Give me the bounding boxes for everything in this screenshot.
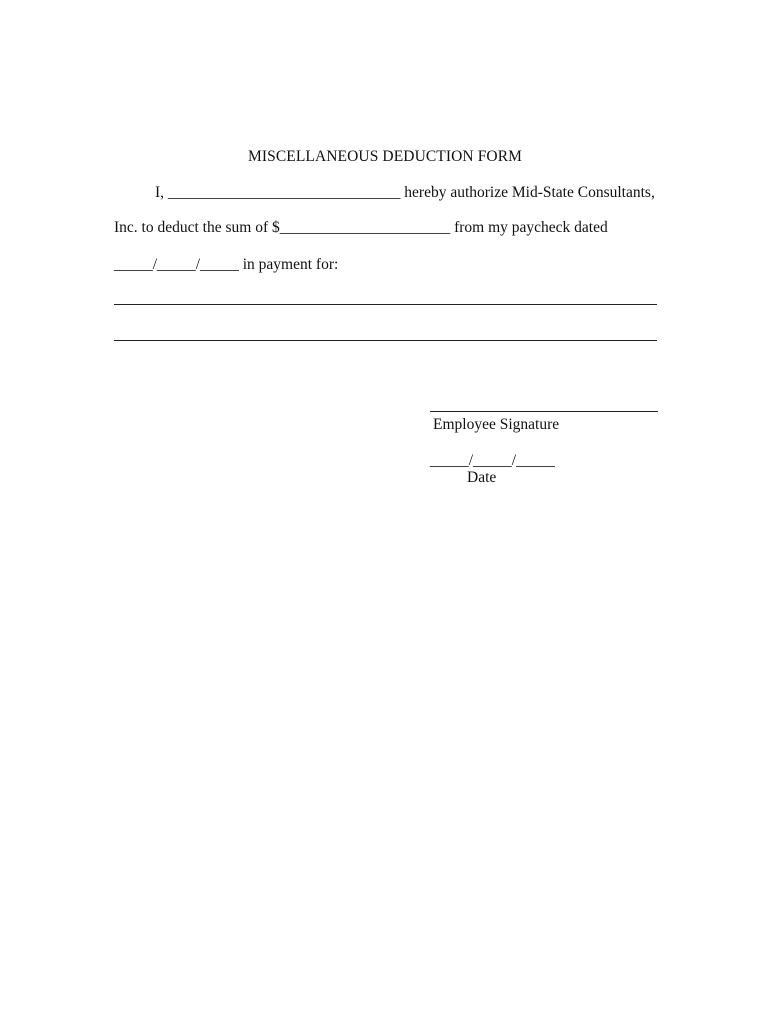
payment-reason-blank-1 <box>114 304 657 305</box>
signature-line <box>430 411 658 412</box>
date-blank: _____/_____/_____ <box>430 452 555 469</box>
date-label: Date <box>467 469 497 486</box>
employee-signature-label: Employee Signature <box>433 416 560 433</box>
payment-reason-blank-2 <box>114 340 657 341</box>
form-title: MISCELLANEOUS DEDUCTION FORM <box>247 148 523 165</box>
authorization-line: I, ______________________________ hereby authorize Mid-State Consultants, <box>155 184 655 201</box>
payment-for-line: _____/_____/_____ in payment for: <box>114 256 339 273</box>
deduction-amount-line: Inc. to deduct the sum of $______________________ from my paycheck dated <box>114 219 608 236</box>
